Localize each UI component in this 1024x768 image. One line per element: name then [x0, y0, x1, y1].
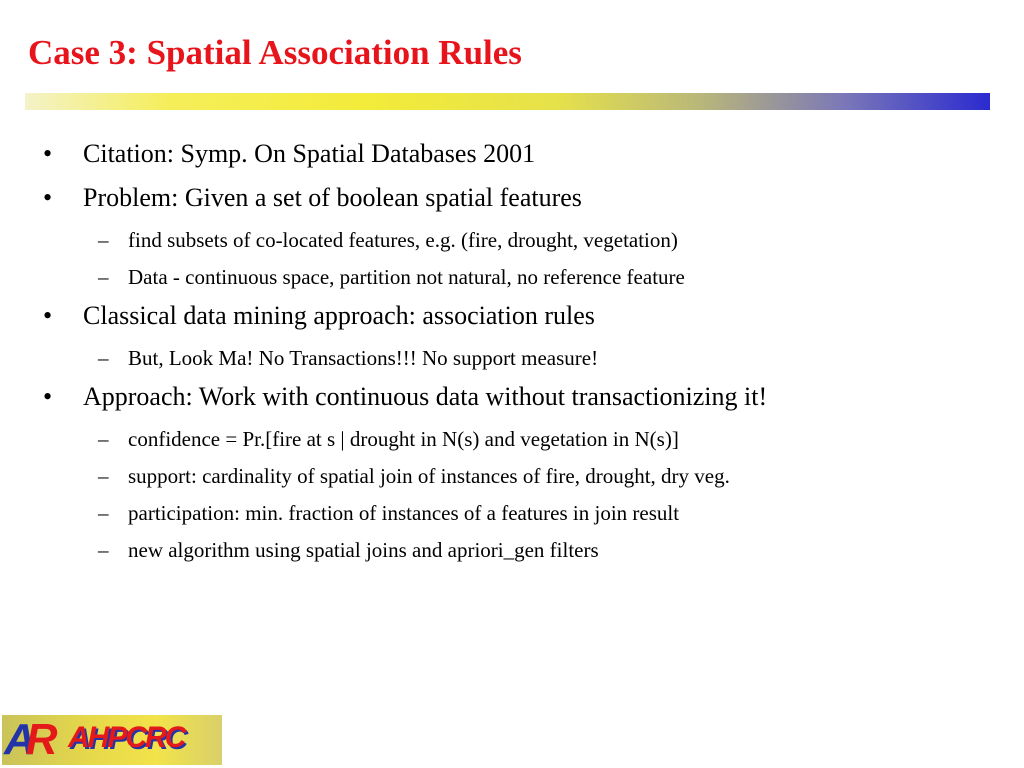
sub-bullet-text: Data - continuous space, partition not natural, no reference feature	[128, 265, 685, 289]
slide-title: Case 3: Spatial Association Rules	[28, 33, 522, 72]
logo-ar-mark	[4, 717, 52, 763]
logo-wordmark: AHPCRC	[68, 721, 185, 754]
logo-mark-a: A	[4, 715, 30, 764]
bullet-list	[0, 136, 1024, 563]
sub-bullet-item	[0, 264, 1024, 290]
sub-bullet-item	[0, 227, 1024, 253]
bullet-dot: •	[43, 139, 53, 168]
sub-bullet-dash: –	[98, 427, 109, 451]
bullet-text: Citation: Symp. On Spatial Databases 2001	[83, 139, 536, 168]
sub-bullet-text: find subsets of co-located features, e.g. (fire, drought, vegetation)	[128, 228, 678, 252]
sub-bullet-dash: –	[98, 228, 109, 252]
sub-bullet-item	[0, 426, 1024, 452]
sub-bullet-item	[0, 500, 1024, 526]
logo-mark-r: R	[25, 715, 52, 764]
sub-bullet-text: new algorithm using spatial joins and apriori_gen filters	[128, 538, 599, 562]
sub-bullet-dash: –	[98, 265, 109, 289]
sub-bullet-item	[0, 463, 1024, 489]
bullet-item	[0, 136, 1024, 172]
bullet-item	[0, 180, 1024, 216]
sub-bullet-text: support: cardinality of spatial join of instances of fire, drought, dry veg.	[128, 464, 730, 488]
bullet-dot: •	[43, 301, 53, 330]
bullet-item	[0, 379, 1024, 415]
sub-bullet-item	[0, 537, 1024, 563]
sub-bullet-text: participation: min. fraction of instances of a features in join result	[128, 501, 680, 525]
sub-bullet-text: But, Look Ma! No Transactions!!! No support measure!	[128, 346, 599, 370]
ahpcrc-logo	[2, 715, 222, 765]
title-underline-bar	[25, 93, 990, 110]
bullet-dot: •	[43, 183, 53, 212]
sub-bullet-dash: –	[98, 346, 109, 370]
bullet-text: Problem: Given a set of boolean spatial features	[83, 183, 582, 212]
sub-bullet-text: confidence = Pr.[fire at s | drought in N(s) and vegetation in N(s)]	[128, 427, 679, 451]
sub-bullet-dash: –	[98, 538, 109, 562]
bullet-dot: •	[43, 382, 53, 411]
sub-bullet-dash: –	[98, 464, 109, 488]
bullet-text: Classical data mining approach: association rules	[83, 301, 595, 330]
bullet-item	[0, 298, 1024, 334]
bullet-text: Approach: Work with continuous data without transactionizing it!	[83, 382, 768, 411]
sub-bullet-dash: –	[98, 501, 109, 525]
sub-bullet-item	[0, 345, 1024, 371]
